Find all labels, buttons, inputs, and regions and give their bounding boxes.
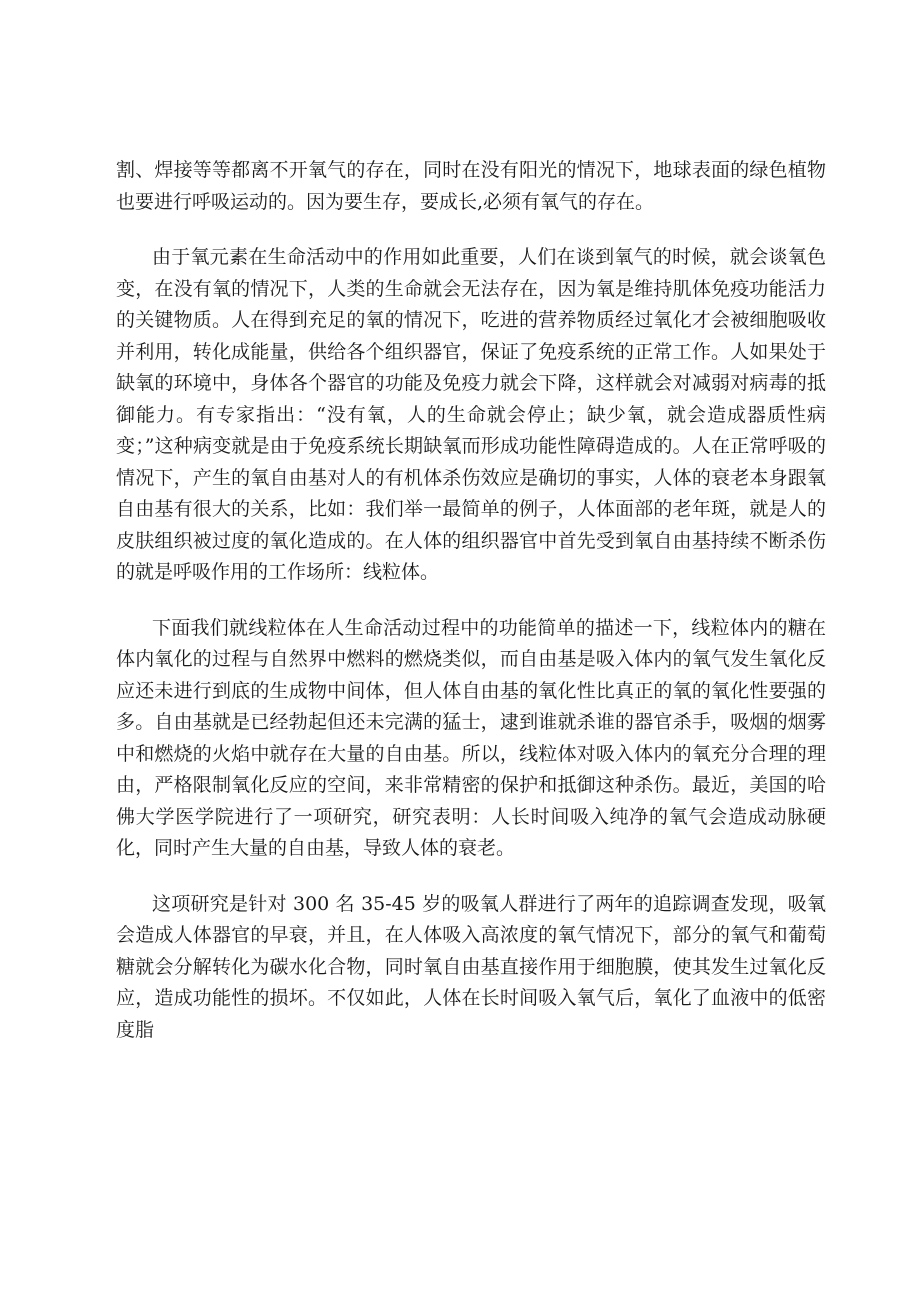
- paragraph-2: 由于氧元素在生命活动中的作用如此重要，人们在谈到氧气的时候，就会谈氧色变，在没有氧的情况下，人类的生命就会无法存在，因为氧是维持肌体免疫功能活力的关键物质。人在得到充足的氧的情况下，吃进的营养物质经过氧化才会被细胞吸收并利用，转化成能量，供给各个组织器官，保证了免疫系统的正常工作。人如果处于缺氧的环境中，身体各个器官的功能及免疫力就会下降，这样就会对减弱对病毒的抵御能力。有专家指出：“没有氧，人的生命就会停止；缺少氧，就会造成器质性病变；”这种病变就是由于免疫系统长期缺氧而形成功能性障碍造成的。人在正常呼吸的情况下，产生的氧自由基对人的有机体杀伤效应是确切的事实，人体的衰老本身跟氧自由基有很大的关系，比如：我们举一最简单的例子，人体面部的老年斑，就是人的皮肤组织被过度的氧化造成的。在人体的组织器官中首先受到氧自由基持续不断杀伤的就是呼吸作用的工作场所：线粒体。: [116, 246, 826, 583]
- document-body: [116, 155, 826, 1070]
- paragraph-1: 割、焊接等等都离不开氧气的存在，同时在没有阳光的情况下，地球表面的绿色植物也要进行呼吸运动的。因为要生存，要成长,必须有氧气的存在。: [116, 159, 826, 213]
- paragraph-4: 这项研究是针对 300 名 35-45 岁的吸氧人群进行了两年的追踪调查发现，吸氧会造成人体器官的早衰，并且，在人体吸入高浓度的氧气情况下，部分的氧气和葡萄糖就会分解转化为碳水化合物，同时氧自由基直接作用于细胞膜，使其发生过氧化反应，造成功能性的损坏。不仅如此，人体在长时间吸入氧气后，氧化了血液中的低密度脂: [116, 892, 826, 1041]
- paragraph-3: 下面我们就线粒体在人生命活动过程中的功能简单的描述一下，线粒体内的糖在体内氧化的过程与自然界中燃料的燃烧类似，而自由基是吸入体内的氧气发生氧化反应还未进行到底的生成物中间体，但人体自由基的氧化性比真正的氧的氧化性要强的多。自由基就是已经勃起但还未完满的猛士，逮到谁就杀谁的器官杀手，吸烟的烟雾中和燃烧的火焰中就存在大量的自由基。所以，线粒体对吸入体内的氧充分合理的理由，严格限制氧化反应的空间，来非常精密的保护和抵御这种杀伤。最近，美国的哈佛大学医学院进行了一项研究，研究表明：人长时间吸入纯净的氧气会造成动脉硬化，同时产生大量的自由基，导致人体的衰老。: [116, 616, 826, 859]
